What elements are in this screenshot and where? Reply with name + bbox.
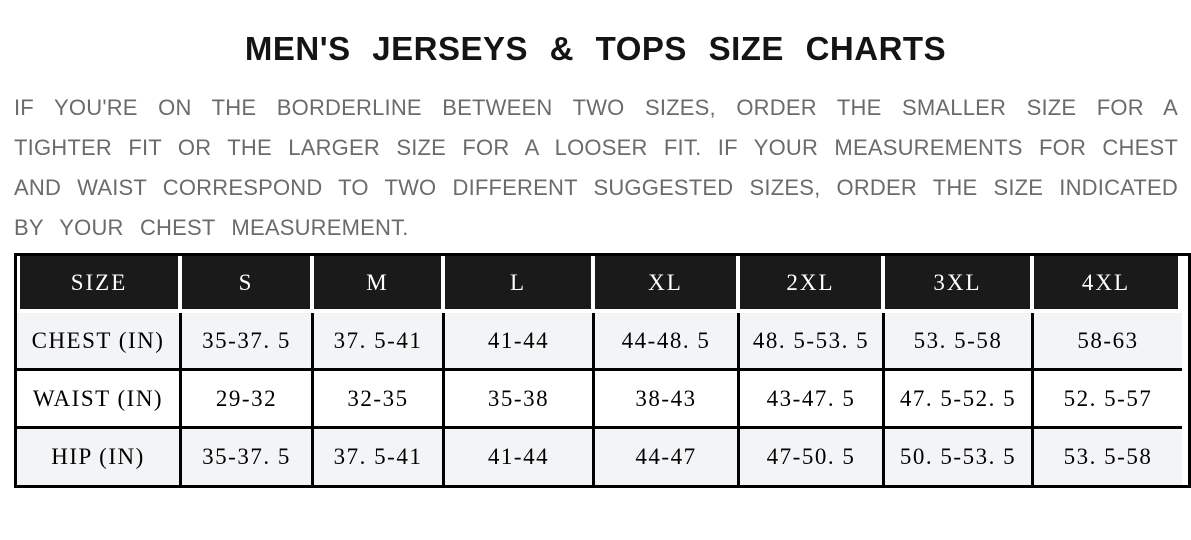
waist-value: 52. 5-57	[1034, 371, 1182, 429]
chest-value: 58-63	[1034, 313, 1182, 371]
chest-value: 44-48. 5	[595, 313, 740, 371]
header-cell-l: L	[445, 256, 595, 313]
intro-line: BY YOUR CHEST MEASUREMENT.	[14, 215, 409, 240]
waist-value: 43-47. 5	[740, 371, 885, 429]
size-chart-table	[14, 253, 1191, 488]
waist-value: 38-43	[595, 371, 740, 429]
waist-value: 32-35	[314, 371, 445, 429]
header-cell-xl: XL	[595, 256, 740, 313]
chest-value: 35-37. 5	[182, 313, 314, 371]
page-title: MEN'S JERSEYS & TOPS SIZE CHARTS	[244, 30, 947, 67]
intro-line: AND WAIST CORRESPOND TO TWO DIFFERENT SUGGESTED SIZES, ORDER THE SIZE INDICATED	[14, 175, 1178, 200]
header-cell-size: SIZE	[17, 256, 182, 313]
hip-value: 41-44	[445, 429, 595, 485]
waist-value: 35-38	[445, 371, 595, 429]
chest-value: 48. 5-53. 5	[740, 313, 885, 371]
row-label-hip: HIP (IN)	[17, 429, 182, 485]
row-label-chest: CHEST (IN)	[17, 313, 182, 371]
chest-value: 41-44	[445, 313, 595, 371]
intro-paragraph	[0, 88, 1191, 248]
waist-value: 29-32	[182, 371, 314, 429]
header-cell-3xl: 3XL	[885, 256, 1034, 313]
row-label-waist: WAIST (IN)	[17, 371, 182, 429]
header-cell-s: S	[182, 256, 314, 313]
header-cell-4xl: 4XL	[1034, 256, 1182, 313]
waist-value: 47. 5-52. 5	[885, 371, 1034, 429]
header-cell-2xl: 2XL	[740, 256, 885, 313]
chest-value: 37. 5-41	[314, 313, 445, 371]
header-cell-m: M	[314, 256, 445, 313]
hip-value: 50. 5-53. 5	[885, 429, 1034, 485]
intro-line: IF YOU'RE ON THE BORDERLINE BETWEEN TWO SIZES, ORDER THE SMALLER SIZE FOR A	[14, 95, 1178, 120]
hip-value: 44-47	[595, 429, 740, 485]
hip-value: 37. 5-41	[314, 429, 445, 485]
chest-value: 53. 5-58	[885, 313, 1034, 371]
hip-value: 53. 5-58	[1034, 429, 1182, 485]
hip-value: 35-37. 5	[182, 429, 314, 485]
hip-value: 47-50. 5	[740, 429, 885, 485]
intro-line: TIGHTER FIT OR THE LARGER SIZE FOR A LOOSER FIT. IF YOUR MEASUREMENTS FOR CHEST	[14, 135, 1178, 160]
